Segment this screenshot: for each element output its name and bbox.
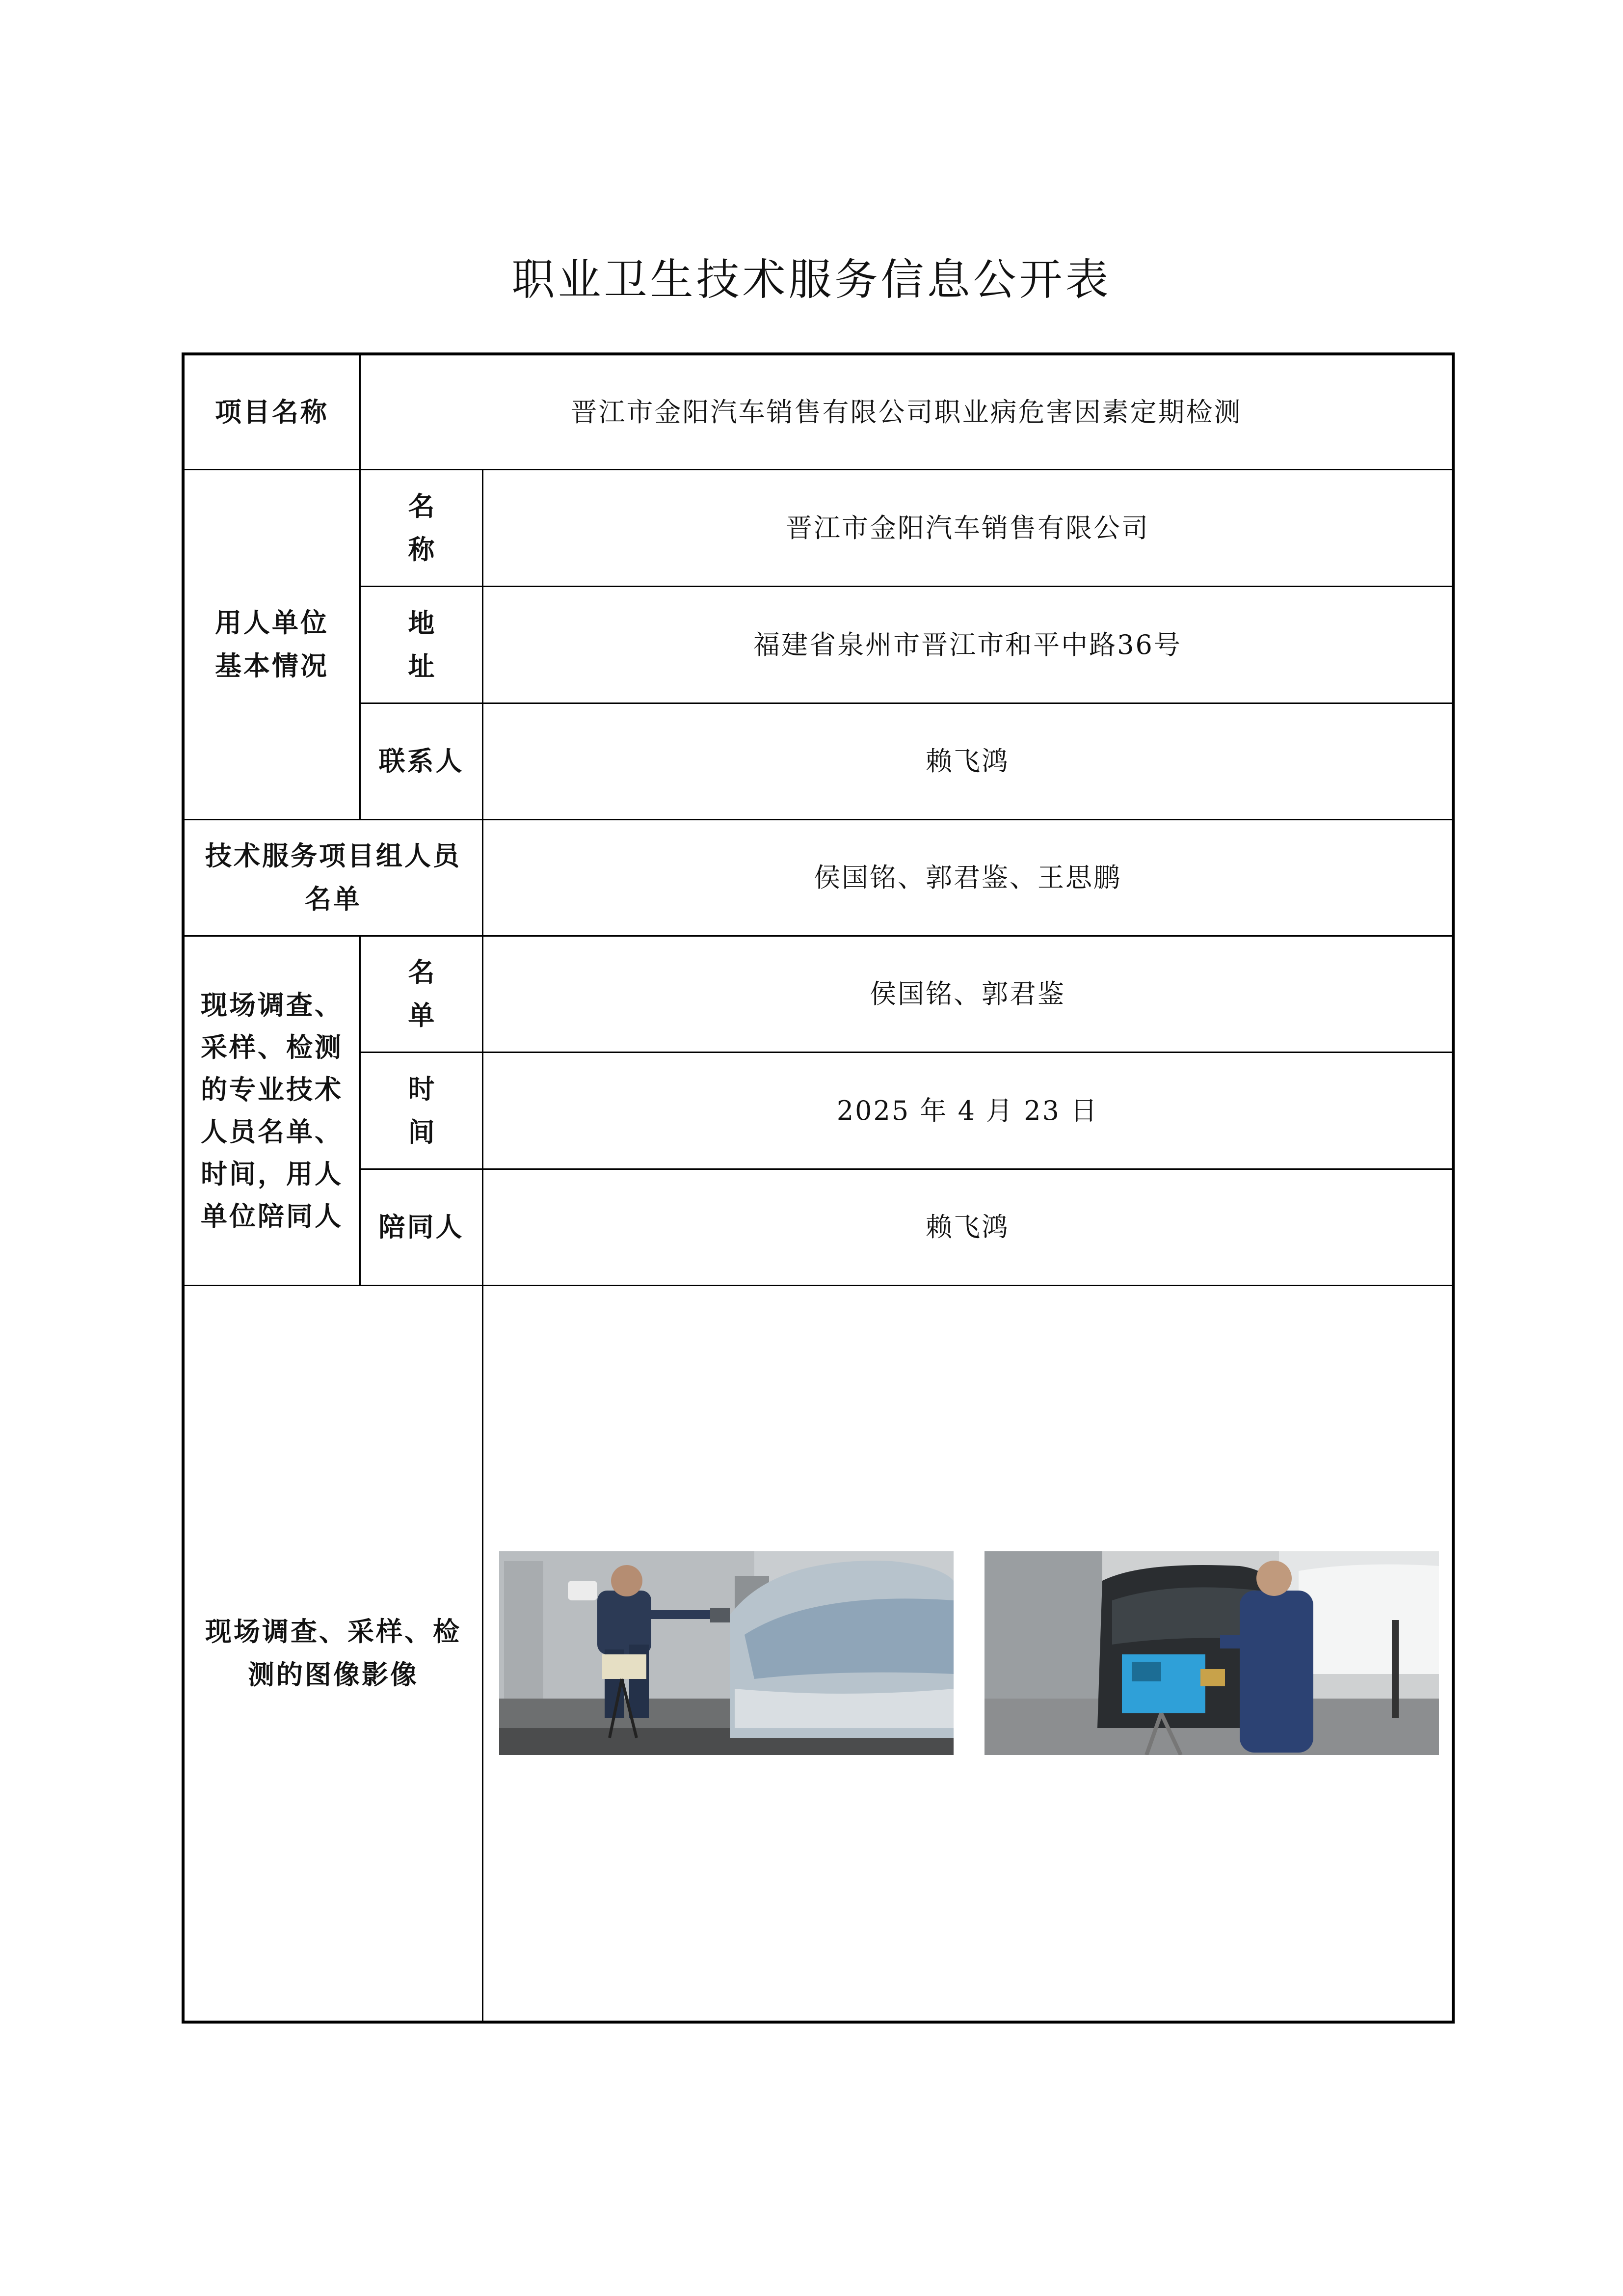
employer-group-label-line2: 基本情况 — [215, 650, 329, 681]
col-line — [482, 1285, 483, 2024]
onsite-escort-label: 陪同人 — [378, 1212, 464, 1243]
spray-booth-photo-graphic — [499, 1551, 954, 1755]
onsite-list-label: 名 单 — [408, 957, 463, 1031]
onsite-label-line: 人员名单、 — [201, 1116, 343, 1147]
onsite-time-label: 时 间 — [408, 1073, 463, 1148]
table-border-right — [1452, 352, 1455, 2024]
site-photo-sampling — [984, 1551, 1439, 1755]
employer-address-label: 地 址 — [408, 607, 463, 682]
onsite-label-line: 采样、检测 — [201, 1031, 343, 1063]
sampling-photo-graphic — [984, 1551, 1439, 1755]
table-border-bottom — [182, 2021, 1455, 2024]
onsite-label-line: 时间，用人 — [201, 1158, 343, 1189]
employer-contact-label: 联系人 — [378, 746, 464, 777]
team-value: 侯国铭、郭君鉴、王思鹏 — [814, 862, 1121, 893]
images-label — [185, 1286, 482, 2021]
project-name-value: 晋江市金阳汽车销售有限公司职业病危害因素定期检测 — [570, 396, 1242, 428]
team-label-line1: 技术服务项目组人员 — [205, 840, 461, 871]
images-label-line1: 现场调查、采样、检 — [205, 1616, 461, 1647]
onsite-label-line: 现场调查、 — [201, 989, 343, 1021]
team-label — [185, 820, 482, 935]
employer-address-value: 福建省泉州市晋江市和平中路36号 — [753, 629, 1182, 660]
onsite-label-line: 的专业技术 — [201, 1074, 343, 1105]
employer-name-label: 名 称 — [408, 490, 463, 565]
onsite-group-label — [185, 937, 359, 1285]
onsite-escort-value: 赖飞鸿 — [926, 1212, 1010, 1243]
project-name-label: 项目名称 — [215, 396, 329, 428]
team-label-line2: 名单 — [305, 884, 362, 915]
onsite-list-value: 侯国铭、郭君鉴 — [870, 978, 1065, 1009]
employer-group-label-line1: 用人单位 — [215, 607, 329, 638]
onsite-label-line: 单位陪同人 — [201, 1200, 343, 1232]
employer-contact-value: 赖飞鸿 — [926, 746, 1010, 777]
employer-group-label — [185, 470, 359, 819]
images-label-line2: 测的图像影像 — [248, 1659, 419, 1690]
site-photo-spray-booth — [499, 1551, 954, 1755]
employer-name-value: 晋江市金阳汽车销售有限公司 — [786, 512, 1149, 543]
onsite-time-value: 2025 年 4 月 23 日 — [836, 1095, 1099, 1126]
page-title: 职业卫生技术服务信息公开表 — [511, 254, 1112, 305]
